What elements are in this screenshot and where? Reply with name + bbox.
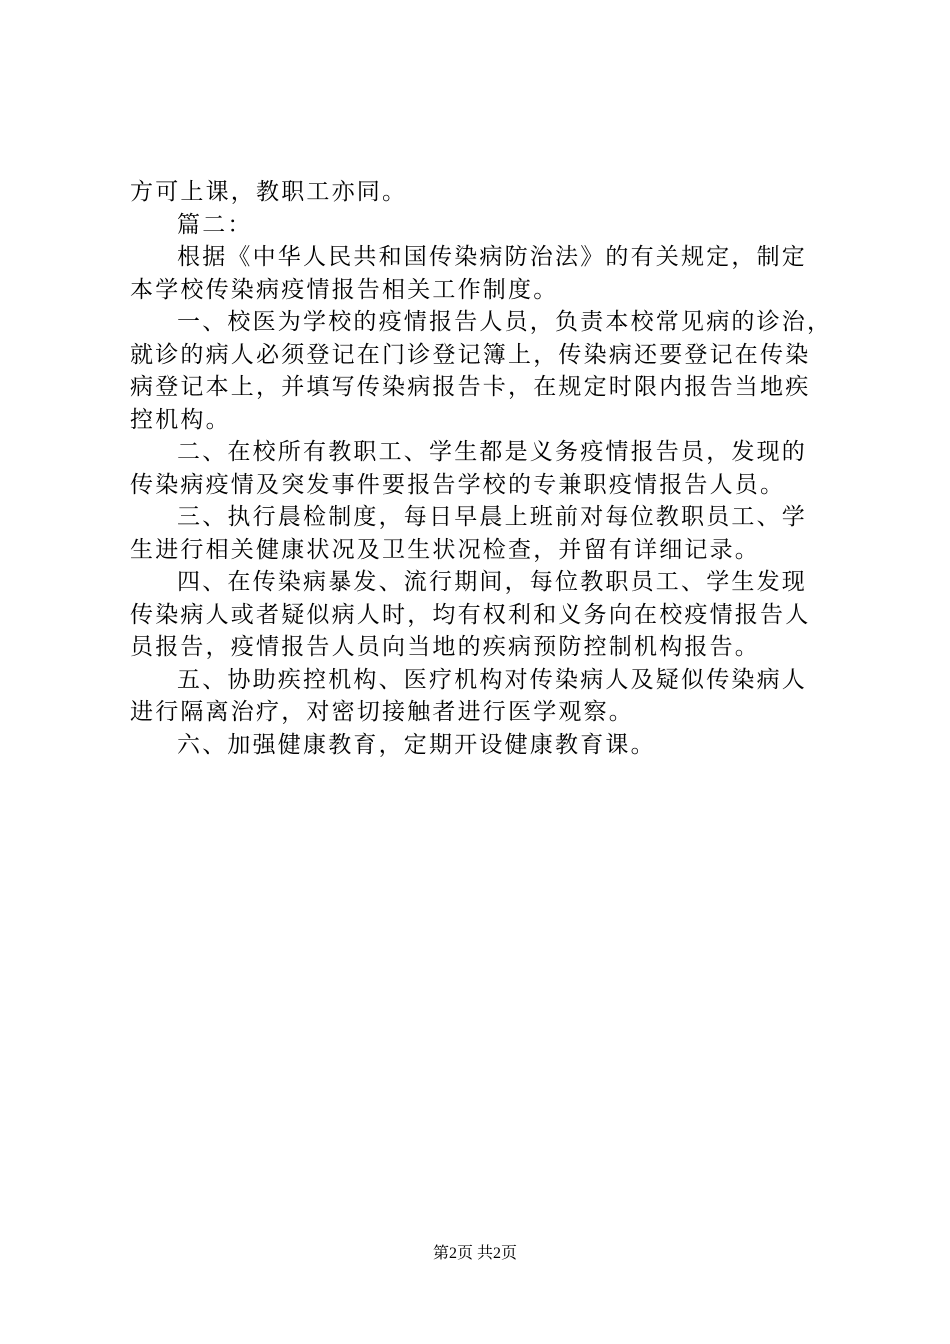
- text-line: 方可上课，教职工亦同。: [130, 179, 408, 205]
- text-line: 生进行相关健康状况及卫生状况检查，并留有详细记录。: [130, 536, 760, 563]
- text-line: 本学校传染病疫情报告相关工作制度。: [130, 276, 559, 303]
- text-line: 控机构。: [130, 406, 231, 433]
- text-line: 传染病人或者疑似病人时，均有权利和义务向在校疫情报告人: [130, 601, 811, 628]
- text-line: 四、在传染病暴发、流行期间，每位教职员工、学生发现: [177, 569, 807, 595]
- text-line: 五、协助疾控机构、医疗机构对传染病人及疑似传染病人: [177, 666, 807, 693]
- document-body: [130, 176, 842, 761]
- text-line: 进行隔离治疗，对密切接触者进行医学观察。: [130, 699, 634, 725]
- text-line: 一、校医为学校的疫情报告人员，负责本校常见病的诊治，: [177, 309, 833, 335]
- text-line: 传染病疫情及突发事件要报告学校的专兼职疫情报告人员。: [130, 471, 786, 498]
- text-line: 就诊的病人必须登记在门诊登记簿上，传染病还要登记在传染: [130, 341, 811, 368]
- page-number-footer: 第2页 共2页: [432, 1245, 517, 1262]
- text-line: 六、加强健康教育，定期开设健康教育课。: [177, 731, 656, 758]
- text-line: 员报告，疫情报告人员向当地的疾病预防控制机构报告。: [130, 634, 760, 660]
- text-line: 三、执行晨检制度，每日早晨上班前对每位教职员工、学: [177, 504, 807, 530]
- section-heading: 篇二：: [177, 211, 253, 238]
- text-line: 病登记本上，并填写传染病报告卡，在规定时限内报告当地疾: [130, 374, 811, 400]
- text-line: 根据《中华人民共和国传染病防治法》的有关规定，制定: [177, 244, 807, 270]
- text-line: 二、在校所有教职工、学生都是义务疫情报告员，发现的: [177, 439, 807, 465]
